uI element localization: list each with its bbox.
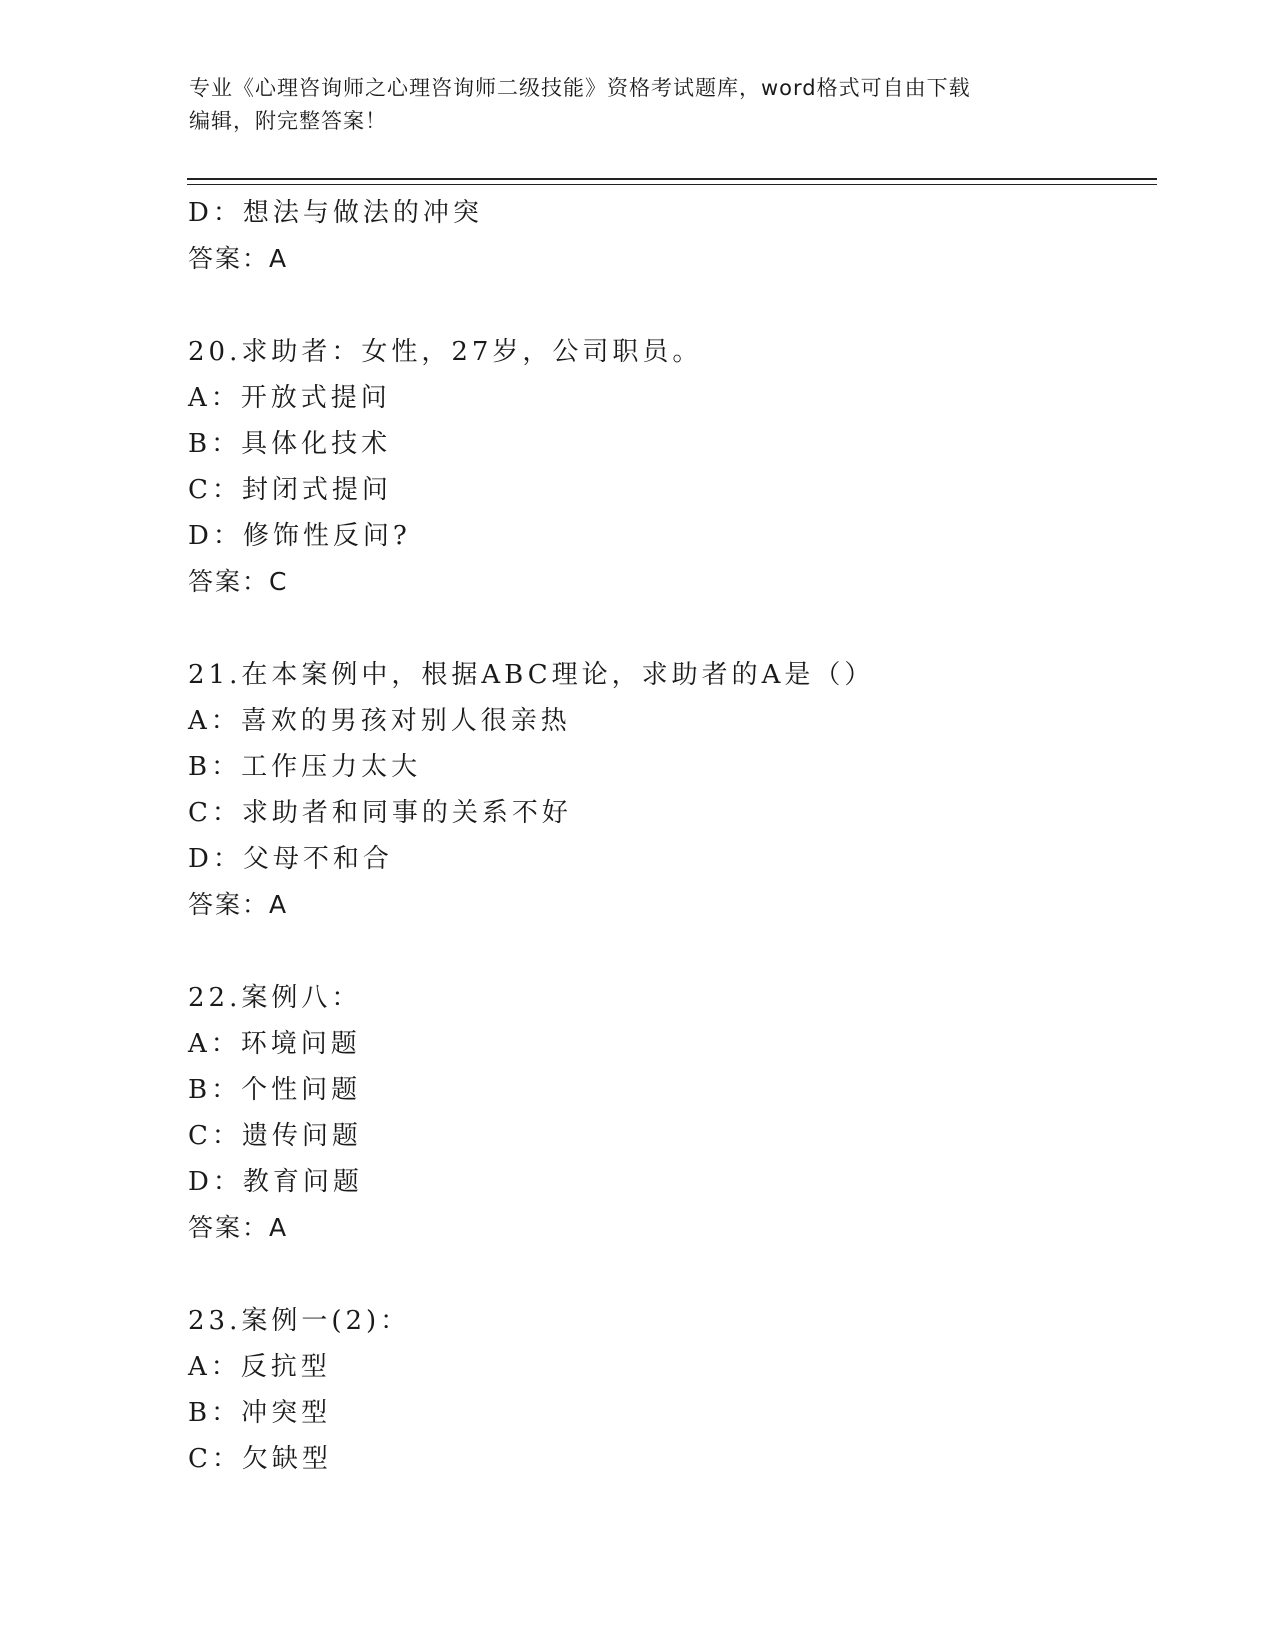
header-line-1: 专业《心理咨询师之心理咨询师二级技能》资格考试题库，word格式可自由下载: [189, 76, 971, 100]
header-line-2: 编辑，附完整答案！: [189, 109, 387, 133]
previous-question-tail: [188, 190, 1148, 282]
option-a: A：反抗型: [188, 1352, 331, 1382]
option-d: D：教育问题: [188, 1167, 363, 1197]
option-a: A：喜欢的男孩对别人很亲热: [188, 706, 571, 736]
spacer: [188, 605, 1148, 652]
option-d: D：修饰性反问?: [188, 521, 411, 551]
question-20: [188, 329, 1148, 605]
document-header: [189, 72, 1089, 138]
answer-line: 答案：A: [188, 890, 289, 919]
question-22: [188, 975, 1148, 1251]
answer-line: 答案：A: [188, 244, 289, 273]
spacer: [188, 928, 1148, 975]
header-divider-thin: [187, 184, 1157, 185]
option-d: D：想法与做法的冲突: [188, 198, 483, 228]
answer-line: 答案：C: [188, 567, 289, 596]
option-a: A：环境问题: [188, 1029, 361, 1059]
option-a: A：开放式提问: [188, 383, 391, 413]
option-c: C：封闭式提问: [188, 475, 392, 505]
option-c: C：遗传问题: [188, 1121, 362, 1151]
question-21: [188, 652, 1148, 928]
option-b: B：冲突型: [188, 1398, 332, 1428]
question-23: [188, 1298, 1148, 1482]
question-stem: 22.案例八：: [188, 983, 362, 1013]
question-content: [188, 190, 1148, 1482]
answer-line: 答案：A: [188, 1213, 289, 1242]
question-stem: 21.在本案例中，根据ABC理论，求助者的A是（）: [188, 660, 875, 690]
option-b: B：具体化技术: [188, 429, 392, 459]
header-divider-thick: [187, 178, 1157, 180]
question-stem: 23.案例一(2)：: [188, 1306, 411, 1336]
question-stem: 20.求助者：女性，27岁，公司职员。: [188, 337, 703, 367]
option-b: B：个性问题: [188, 1075, 362, 1105]
spacer: [188, 1251, 1148, 1298]
option-b: B：工作压力太大: [188, 752, 422, 782]
spacer: [188, 282, 1148, 329]
option-c: C：求助者和同事的关系不好: [188, 798, 572, 828]
option-c: C：欠缺型: [188, 1444, 332, 1474]
option-d: D：父母不和合: [188, 844, 393, 874]
